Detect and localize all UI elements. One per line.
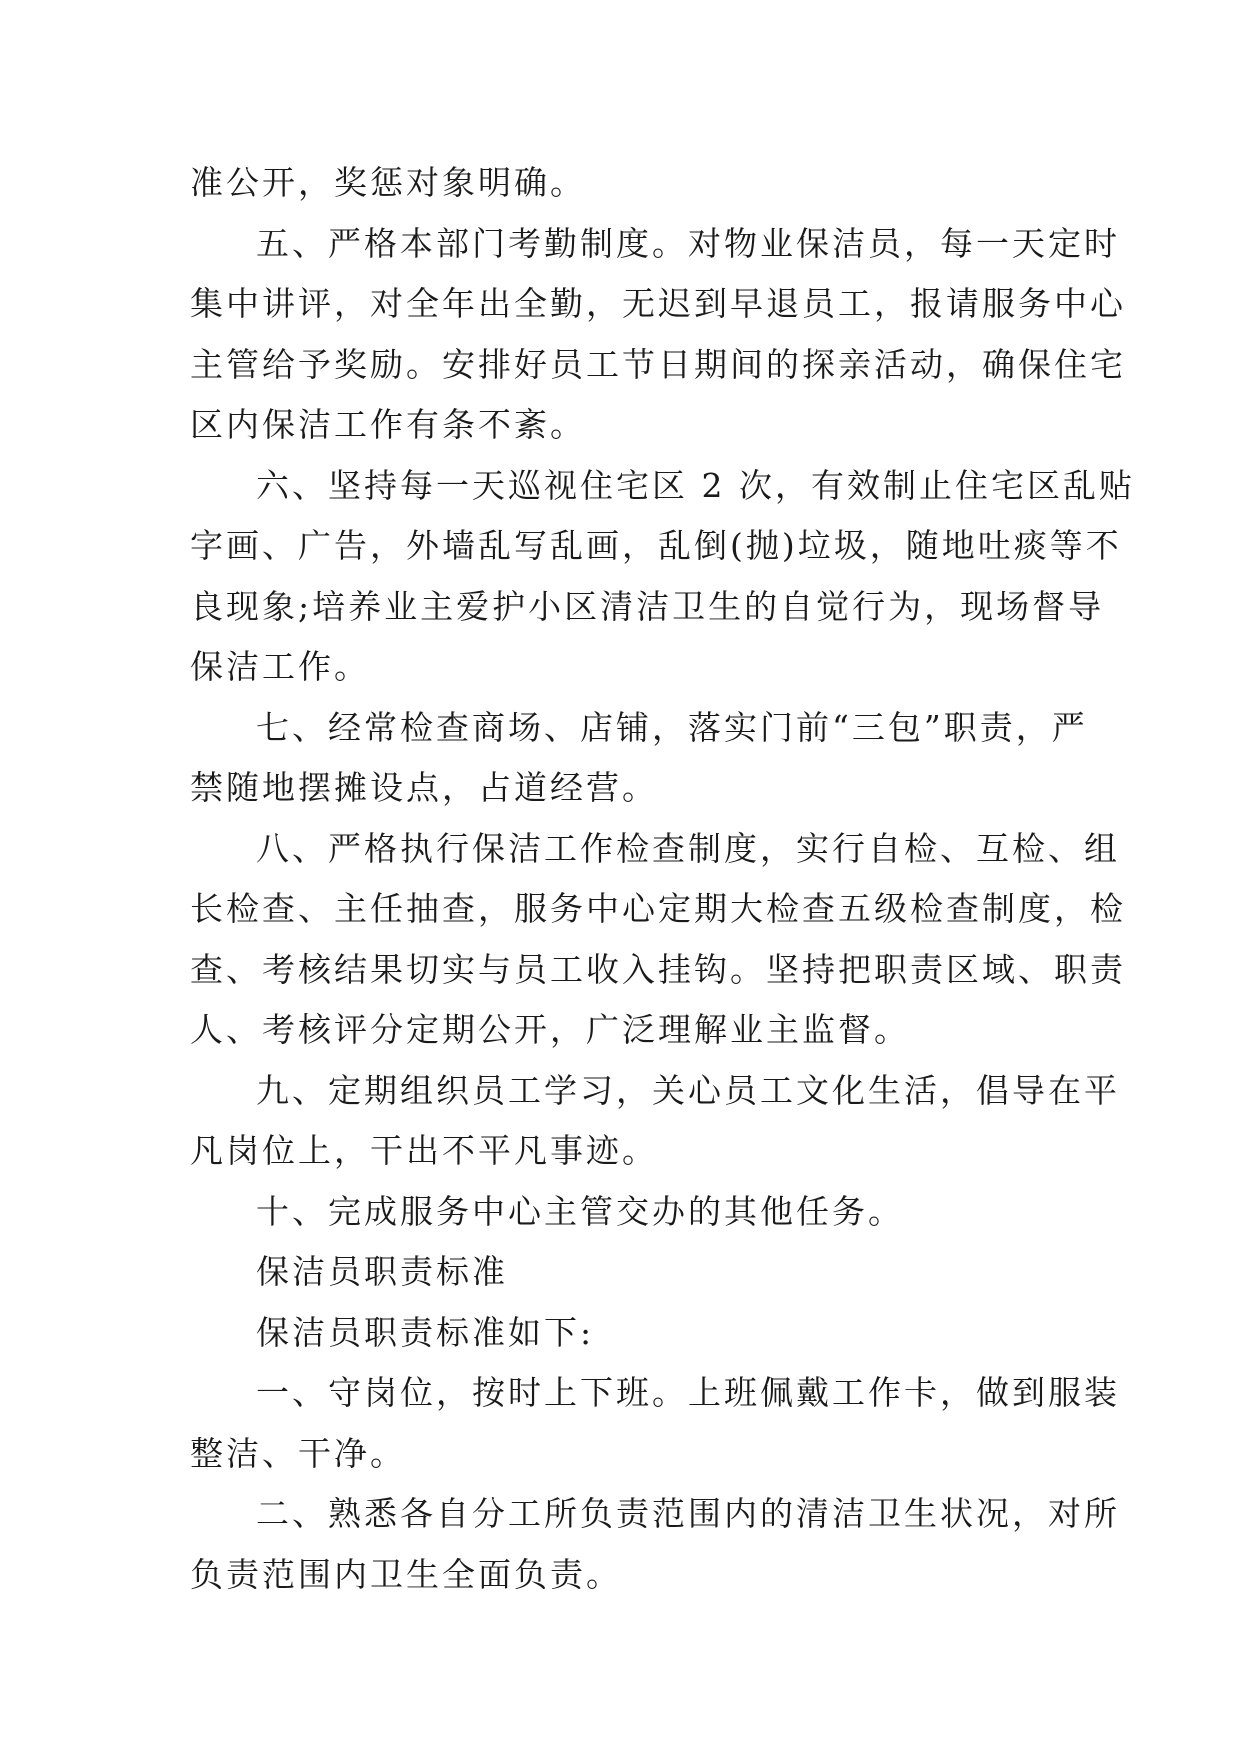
text-line: 九、定期组织员工学习，关心员工文化生活，倡导在平 [256,1070,1120,1110]
text-line: 准公开，奖惩对象明确。 [190,163,586,202]
text-line: 六、坚持每一天巡视住宅区 2 次，有效制止住宅区乱贴 [256,465,1135,505]
text-line: 五、严格本部门考勤制度。对物业保洁员，每一天定时 [256,223,1120,263]
text-line: 一、守岗位，按时上下班。上班佩戴工作卡，做到服装 [256,1373,1120,1412]
text-line: 负责范围内卫生全面负责。 [190,1554,622,1594]
text-line: 八、严格执行保洁工作检查制度，实行自检、互检、组 [256,828,1120,868]
text-line: 字画、广告，外墙乱写乱画，乱倒(抛)垃圾，随地吐痰等不 [190,526,1122,565]
text-line: 长检查、主任抽查，服务中心定期大检查五级检查制度，检 [190,889,1126,928]
text-line: 整洁、干净。 [190,1433,406,1473]
text-line: 人、考核评分定期公开，广泛理解业主监督。 [190,1010,910,1049]
text-line: 十、完成服务中心主管交办的其他任务。 [256,1191,904,1231]
document-body [190,153,1135,1605]
text-line: 禁随地摆摊设点，占道经营。 [190,768,658,807]
text-line: 查、考核结果切实与员工收入挂钩。坚持把职责区域、职责 [190,949,1126,989]
text-line: 区内保洁工作有条不紊。 [190,405,586,444]
text-line: 集中讲评，对全年出全勤，无迟到早退员工，报请服务中心 [190,284,1126,323]
text-line: 主管给予奖励。安排好员工节日期间的探亲活动，确保住宅 [190,344,1126,384]
text-line: 七、经常检查商场、店铺，落实门前“三包”职责，严 [256,707,1088,747]
text-line: 保洁工作。 [190,647,370,686]
text-line: 凡岗位上，干出不平凡事迹。 [190,1131,658,1170]
text-line: 二、熟悉各自分工所负责范围内的清洁卫生状况，对所 [256,1494,1120,1533]
text-line: 保洁员职责标准如下: [256,1312,595,1352]
section-heading: 保洁员职责标准 [256,1252,508,1291]
text-line: 良现象;培养业主爱护小区清洁卫生的自觉行为，现场督导 [190,586,1105,626]
